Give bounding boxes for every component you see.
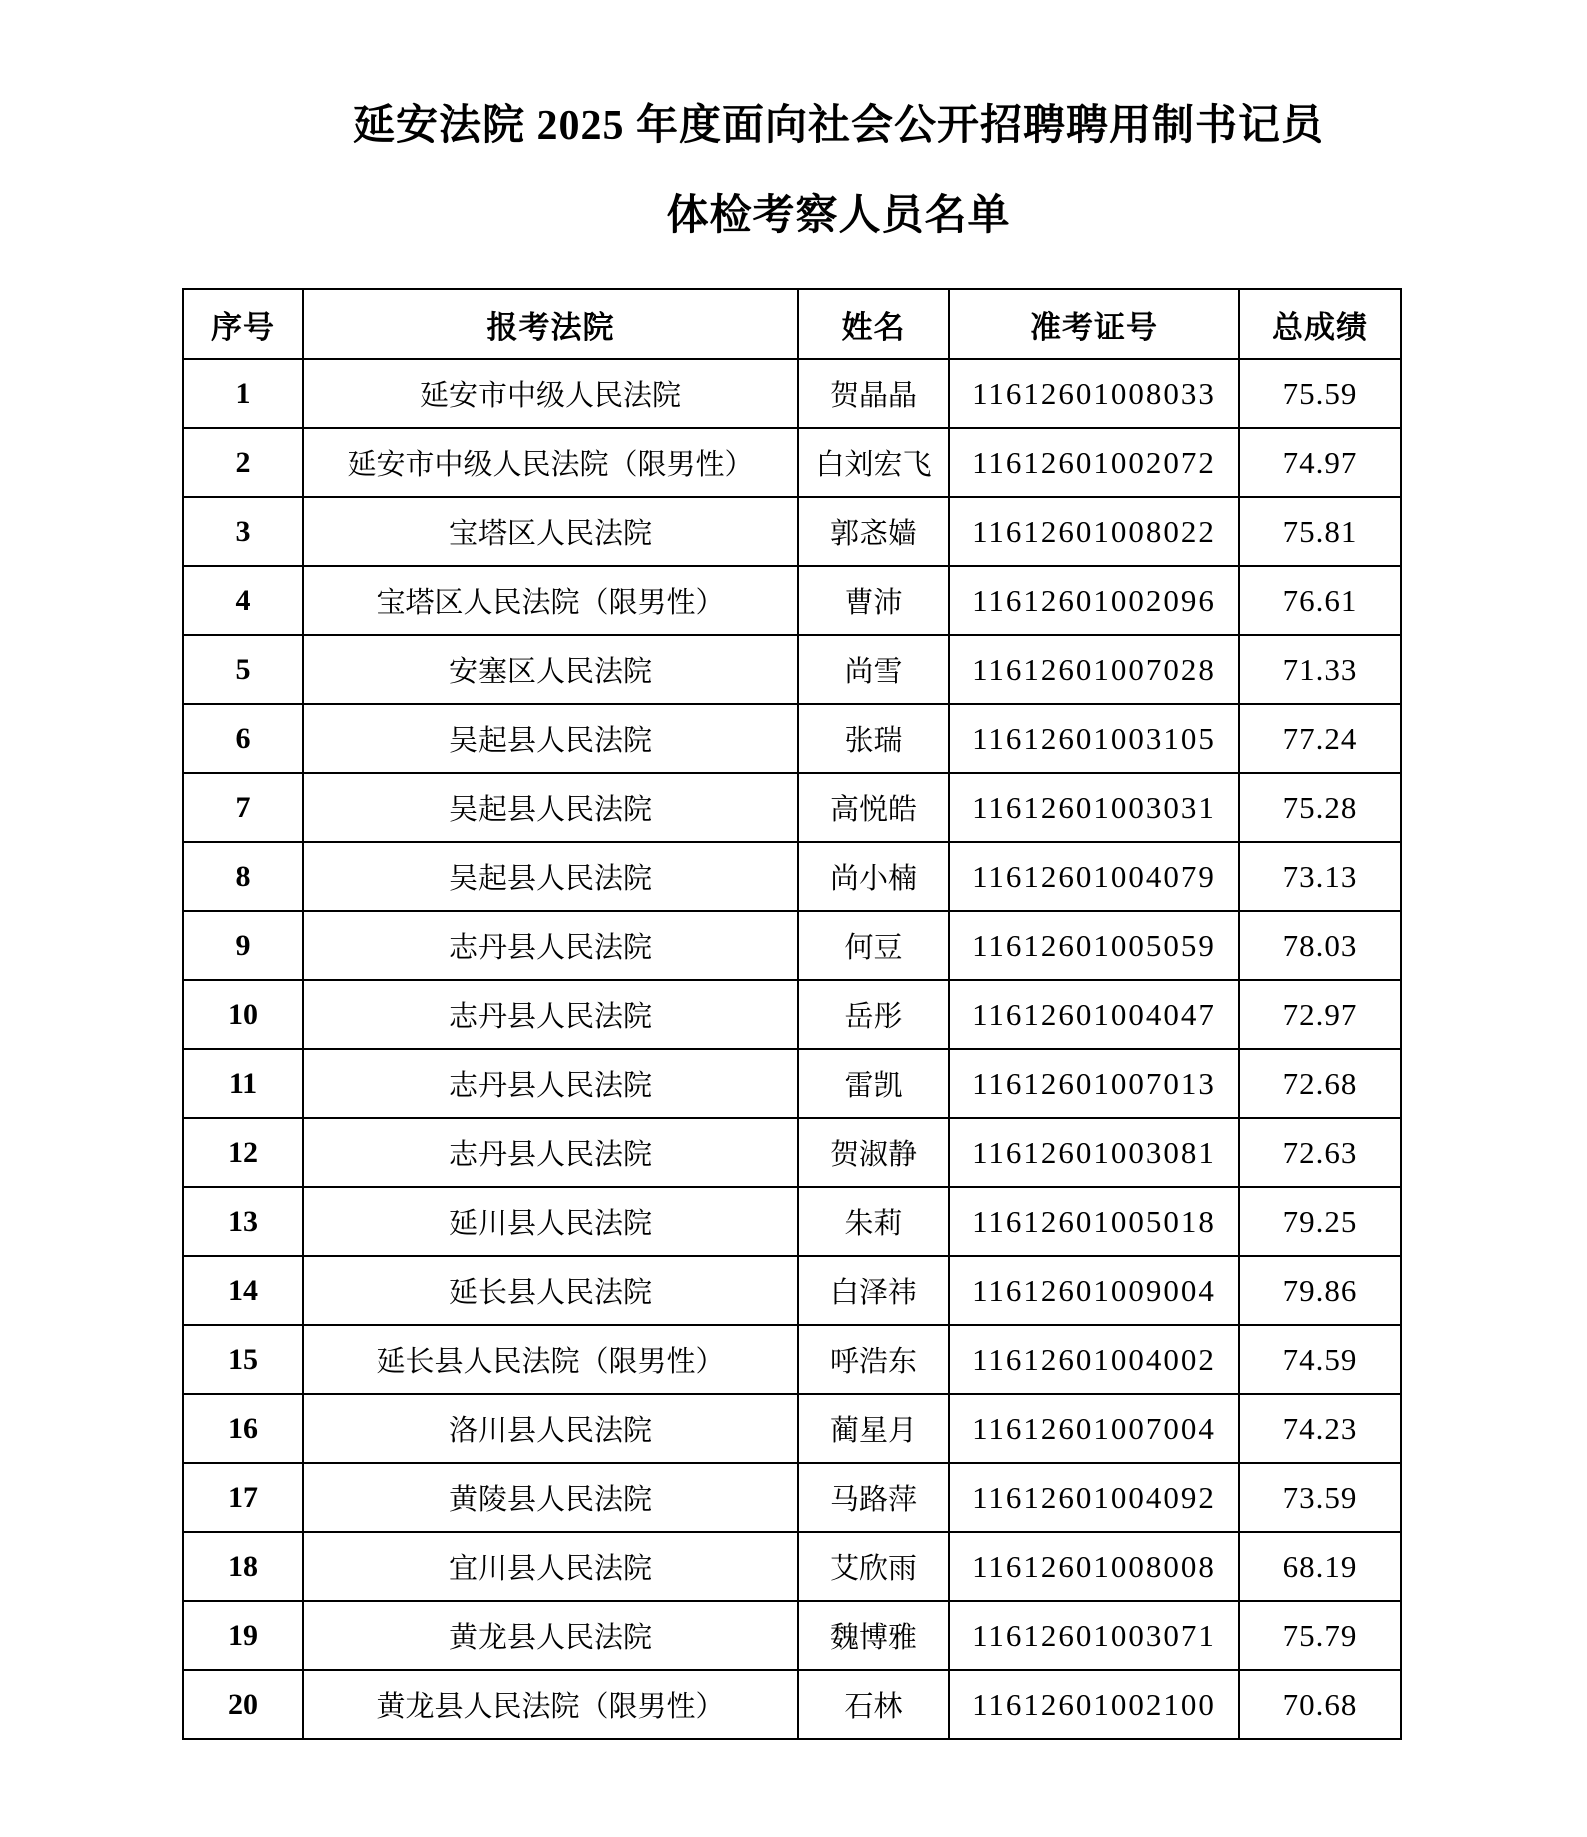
table-cell: 延川县人民法院: [303, 1187, 798, 1256]
table-cell: 11612601003071: [949, 1601, 1239, 1670]
table-cell: 11: [183, 1049, 303, 1118]
table-cell: 11612601002096: [949, 566, 1239, 635]
table-cell: 75.81: [1239, 497, 1401, 566]
table-cell: 72.97: [1239, 980, 1401, 1049]
table-cell: 77.24: [1239, 704, 1401, 773]
table-cell: 6: [183, 704, 303, 773]
table-cell: 尚小楠: [798, 842, 949, 911]
header-cell: 姓名: [798, 289, 949, 359]
table-cell: 74.59: [1239, 1325, 1401, 1394]
header-cell: 序号: [183, 289, 303, 359]
table-cell: 何豆: [798, 911, 949, 980]
table-cell: 11612601004092: [949, 1463, 1239, 1532]
table-row: [183, 497, 1401, 566]
table-cell: 11612601007013: [949, 1049, 1239, 1118]
table-cell: 志丹县人民法院: [303, 911, 798, 980]
table-cell: 延安市中级人民法院（限男性）: [303, 428, 798, 497]
table-row: [183, 911, 1401, 980]
table-row: [183, 1187, 1401, 1256]
table-row: [183, 1532, 1401, 1601]
table-cell: 9: [183, 911, 303, 980]
table-cell: 11612601009004: [949, 1256, 1239, 1325]
table-cell: 朱莉: [798, 1187, 949, 1256]
table-cell: 黄陵县人民法院: [303, 1463, 798, 1532]
table-cell: 黄龙县人民法院（限男性）: [303, 1670, 798, 1739]
table-cell: 延长县人民法院: [303, 1256, 798, 1325]
table-cell: 黄龙县人民法院: [303, 1601, 798, 1670]
table-cell: 7: [183, 773, 303, 842]
table-cell: 石林: [798, 1670, 949, 1739]
table-cell: 4: [183, 566, 303, 635]
table-cell: 高悦皓: [798, 773, 949, 842]
table-row: [183, 773, 1401, 842]
table-cell: 72.63: [1239, 1118, 1401, 1187]
table-cell: 郭忞嫱: [798, 497, 949, 566]
table-cell: 艾欣雨: [798, 1532, 949, 1601]
table-cell: 79.25: [1239, 1187, 1401, 1256]
table-cell: 志丹县人民法院: [303, 1118, 798, 1187]
table-cell: 10: [183, 980, 303, 1049]
table-cell: 11612601008033: [949, 359, 1239, 428]
table-cell: 贺晶晶: [798, 359, 949, 428]
table-cell: 68.19: [1239, 1532, 1401, 1601]
header-cell: 准考证号: [949, 289, 1239, 359]
table-cell: 72.68: [1239, 1049, 1401, 1118]
table-cell: 延安市中级人民法院: [303, 359, 798, 428]
table-cell: 78.03: [1239, 911, 1401, 980]
table-cell: 马路萍: [798, 1463, 949, 1532]
table-row: [183, 359, 1401, 428]
table-cell: 宝塔区人民法院（限男性）: [303, 566, 798, 635]
table-cell: 11612601007004: [949, 1394, 1239, 1463]
table-row: [183, 1256, 1401, 1325]
table-cell: 11612601003081: [949, 1118, 1239, 1187]
table-cell: 呼浩东: [798, 1325, 949, 1394]
table-cell: 白泽祎: [798, 1256, 949, 1325]
table-cell: 11612601005059: [949, 911, 1239, 980]
document-title-line-2: 体检考察人员名单: [666, 193, 1011, 239]
table-header-row: [183, 289, 1401, 359]
table-cell: 安塞区人民法院: [303, 635, 798, 704]
table-cell: 尚雪: [798, 635, 949, 704]
table-cell: 5: [183, 635, 303, 704]
table-row: [183, 428, 1401, 497]
table-cell: 19: [183, 1601, 303, 1670]
table-cell: 贺淑静: [798, 1118, 949, 1187]
table-cell: 吴起县人民法院: [303, 842, 798, 911]
table-row: [183, 635, 1401, 704]
table-cell: 17: [183, 1463, 303, 1532]
table-cell: 岳彤: [798, 980, 949, 1049]
table-cell: 73.13: [1239, 842, 1401, 911]
table-cell: 11612601008022: [949, 497, 1239, 566]
table-cell: 79.86: [1239, 1256, 1401, 1325]
table-cell: 延长县人民法院（限男性）: [303, 1325, 798, 1394]
header-cell: 报考法院: [303, 289, 798, 359]
table-cell: 11612601008008: [949, 1532, 1239, 1601]
table-cell: 73.59: [1239, 1463, 1401, 1532]
table-cell: 11612601004047: [949, 980, 1239, 1049]
table-cell: 13: [183, 1187, 303, 1256]
table-row: [183, 1049, 1401, 1118]
table-cell: 雷凯: [798, 1049, 949, 1118]
table-cell: 志丹县人民法院: [303, 1049, 798, 1118]
table-cell: 宜川县人民法院: [303, 1532, 798, 1601]
table-row: [183, 1394, 1401, 1463]
roster-table: [182, 288, 1402, 1740]
table-cell: 15: [183, 1325, 303, 1394]
table-cell: 8: [183, 842, 303, 911]
table-row: [183, 1325, 1401, 1394]
header-cell: 总成绩: [1239, 289, 1401, 359]
table-row: [183, 1670, 1401, 1739]
table-cell: 75.28: [1239, 773, 1401, 842]
table-cell: 74.97: [1239, 428, 1401, 497]
table-cell: 2: [183, 428, 303, 497]
table-cell: 11612601004079: [949, 842, 1239, 911]
table-cell: 3: [183, 497, 303, 566]
table-cell: 12: [183, 1118, 303, 1187]
table-cell: 76.61: [1239, 566, 1401, 635]
table-cell: 11612601002072: [949, 428, 1239, 497]
table-row: [183, 566, 1401, 635]
table-cell: 魏博雅: [798, 1601, 949, 1670]
table-cell: 11612601003105: [949, 704, 1239, 773]
table-row: [183, 704, 1401, 773]
table-row: [183, 1463, 1401, 1532]
table-cell: 14: [183, 1256, 303, 1325]
table-cell: 74.23: [1239, 1394, 1401, 1463]
table-cell: 白刘宏飞: [798, 428, 949, 497]
table-cell: 11612601005018: [949, 1187, 1239, 1256]
table-cell: 16: [183, 1394, 303, 1463]
table-cell: 1: [183, 359, 303, 428]
table-cell: 11612601007028: [949, 635, 1239, 704]
table-cell: 11612601003031: [949, 773, 1239, 842]
table-cell: 75.59: [1239, 359, 1401, 428]
document-title-line-1: 延安法院 2025 年度面向社会公开招聘聘用制书记员: [352, 103, 1324, 149]
table-row: [183, 1601, 1401, 1670]
table-row: [183, 842, 1401, 911]
table-cell: 75.79: [1239, 1601, 1401, 1670]
table-cell: 张瑞: [798, 704, 949, 773]
table-cell: 吴起县人民法院: [303, 704, 798, 773]
table-row: [183, 980, 1401, 1049]
table-cell: 71.33: [1239, 635, 1401, 704]
table-cell: 11612601004002: [949, 1325, 1239, 1394]
table-cell: 20: [183, 1670, 303, 1739]
table-row: [183, 1118, 1401, 1187]
table-cell: 洛川县人民法院: [303, 1394, 798, 1463]
table-cell: 11612601002100: [949, 1670, 1239, 1739]
table-cell: 蔺星月: [798, 1394, 949, 1463]
table-cell: 宝塔区人民法院: [303, 497, 798, 566]
table-cell: 吴起县人民法院: [303, 773, 798, 842]
table-cell: 志丹县人民法院: [303, 980, 798, 1049]
table-cell: 18: [183, 1532, 303, 1601]
table-cell: 70.68: [1239, 1670, 1401, 1739]
table-cell: 曹沛: [798, 566, 949, 635]
